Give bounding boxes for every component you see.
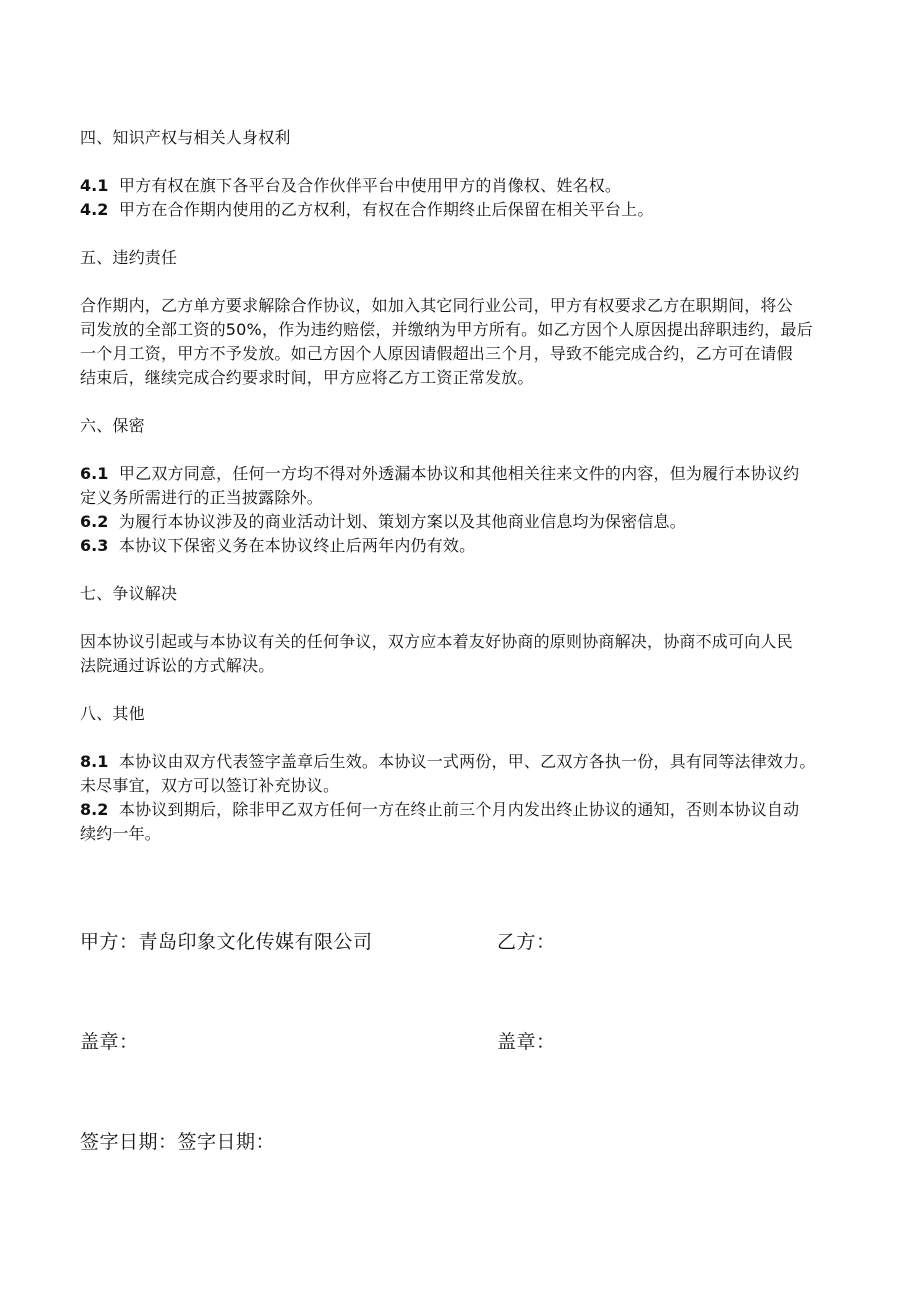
clause-number: 6.1 bbox=[80, 464, 109, 483]
section-4-heading: 四、知识产权与相关人身权利 bbox=[80, 128, 291, 147]
section-7-heading: 七、争议解决 bbox=[80, 584, 178, 603]
clause-text: 甲乙双方同意，任何一方均不得对外透漏本协议和其他相关往来文件的内容，但为履行本协议约 bbox=[118, 464, 800, 483]
clause-text: 为履行本协议涉及的商业活动计划、策划方案以及其他商业信息均为保密信息。 bbox=[118, 512, 686, 531]
clause-6-1-cont: 定义务所需进行的正当披露除外。 bbox=[80, 488, 324, 507]
seal-b-label: 盖章： bbox=[497, 1031, 556, 1053]
section-8-heading: 八、其他 bbox=[80, 704, 145, 723]
clause-number: 6.2 bbox=[80, 512, 109, 531]
clause-6-3 bbox=[80, 534, 840, 558]
signature-date-labels: 签字日期：签字日期： bbox=[80, 1131, 276, 1153]
clause-text: 甲方有权在旗下各平台及合作伙伴平台中使用甲方的肖像权、姓名权。 bbox=[118, 176, 622, 195]
clause-8-2-cont: 续约一年。 bbox=[80, 824, 162, 843]
clause-number: 4.2 bbox=[80, 200, 109, 219]
paragraph-line: 合作期内，乙方单方要求解除合作协议，如加入其它同行业公司，甲方有权要求乙方在职期间，将公 bbox=[80, 296, 793, 315]
clause-text: 本协议由双方代表签字盖章后生效。本协议一式两份，甲、乙双方各执一份，具有同等法律效力。 bbox=[118, 752, 816, 771]
clause-8-1-cont: 未尽事宜，双方可以签订补充协议。 bbox=[80, 776, 340, 795]
clause-6-2 bbox=[80, 510, 840, 534]
section-6-heading: 六、保密 bbox=[80, 416, 145, 435]
section-5-heading: 五、违约责任 bbox=[80, 248, 178, 267]
clause-number: 8.1 bbox=[80, 752, 109, 771]
clause-text: 甲方在合作期内使用的乙方权利，有权在合作期终止后保留在相关平台上。 bbox=[118, 200, 654, 219]
paragraph-line: 法院通过诉讼的方式解决。 bbox=[80, 656, 275, 675]
clause-6-1 bbox=[80, 462, 840, 486]
clause-4-1 bbox=[80, 174, 840, 198]
paragraph-line: 结束后，继续完成合约要求时间，甲方应将乙方工资正常发放。 bbox=[80, 368, 534, 387]
paragraph-line: 因本协议引起或与本协议有关的任何争议，双方应本着友好协商的原则协商解决，协商不成可向人民 bbox=[80, 632, 793, 651]
clause-4-2 bbox=[80, 198, 840, 222]
clause-number: 4.1 bbox=[80, 176, 109, 195]
clause-number: 6.3 bbox=[80, 536, 109, 555]
party-a-label: 甲方：青岛印象文化传媒有限公司 bbox=[80, 931, 373, 953]
clause-text: 本协议到期后，除非甲乙双方任何一方在终止前三个月内发出终止协议的通知，否则本协议自动 bbox=[118, 800, 800, 819]
party-b-label: 乙方： bbox=[497, 931, 556, 953]
paragraph-line: 一个月工资，甲方不予发放。如己方因个人原因请假超出三个月，导致不能完成合约，乙方可在请假 bbox=[80, 344, 793, 363]
clause-text: 本协议下保密义务在本协议终止后两年内仍有效。 bbox=[118, 536, 476, 555]
clause-8-2 bbox=[80, 798, 840, 822]
paragraph-line: 司发放的全部工资的50%，作为违约赔偿，并缴纳为甲方所有。如乙方因个人原因提出辞职违约，最后 bbox=[80, 320, 813, 339]
clause-number: 8.2 bbox=[80, 800, 109, 819]
clause-8-1 bbox=[80, 750, 840, 774]
seal-a-label: 盖章： bbox=[80, 1031, 139, 1053]
